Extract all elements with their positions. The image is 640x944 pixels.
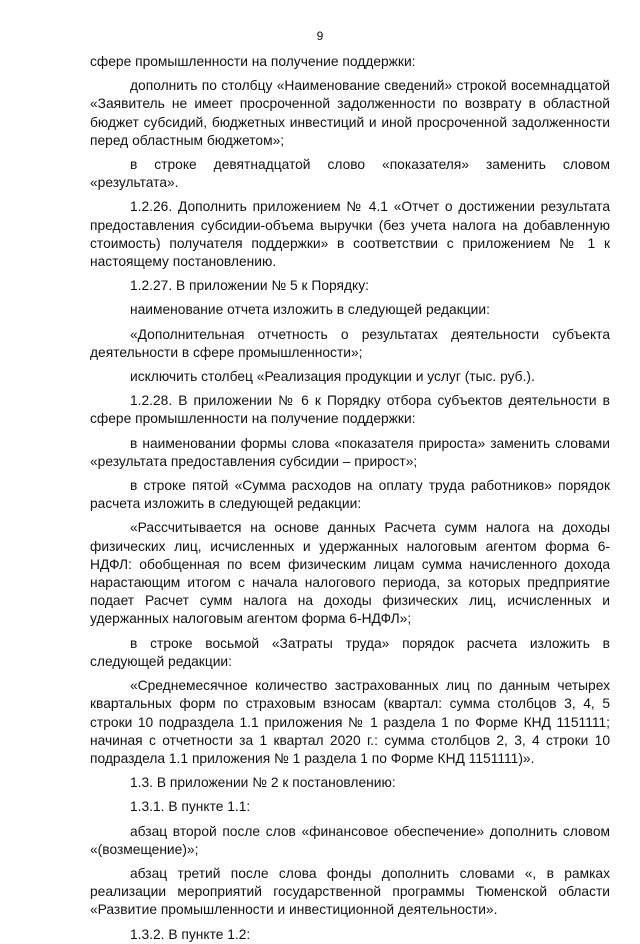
paragraph: 1.2.26. Дополнить приложением № 4.1 «Отчет о достижении результата предоставления субсидии-объема выручки (без учета налога на добавленную стоимость) получателя поддержки» в соответствии с приложением № 1 к настоящему постановлению. <box>90 199 610 270</box>
paragraph: абзац второй после слов «финансовое обеспечение» дополнить словом «(возмещение)»; <box>90 823 610 857</box>
paragraph: «Рассчитывается на основе данных Расчета сумм налога на доходы физических лиц, исчисленных и удержанных налоговым агентом форма 6-НДФЛ: обобщенная по всем физическим лицам сумма начисленного дохода нарастающим итогом с начала налогового периода, за которых предприятие подает Расчет сумм налога на доходы физических лиц, исчисленных и удержанных налоговым агентом форма 6-НДФЛ»; <box>90 520 610 627</box>
paragraph: 1.3. В приложении № 2 к постановлению: <box>130 775 396 791</box>
paragraph: исключить столбец «Реализация продукции и услуг (тыс. руб.). <box>130 369 535 385</box>
paragraph: 1.2.27. В приложении № 5 к Порядку: <box>130 278 369 294</box>
paragraph: в строке восьмой «Затраты труда» порядок расчета изложить в следующей редакции: <box>90 635 610 669</box>
paragraph: в строке пятой «Сумма расходов на оплату труда работников» порядок расчета изложить в следующей редакции: <box>90 478 610 512</box>
paragraph: наименование отчета изложить в следующей редакции: <box>130 302 490 318</box>
paragraph: в строке девятнадцатой слово «показателя» заменить словом «результата». <box>90 157 610 191</box>
page-number: 9 <box>316 29 324 43</box>
paragraph: сфере промышленности на получение поддержки: <box>90 54 416 69</box>
paragraph: 1.2.28. В приложении № 6 к Порядку отбора субъектов деятельности в сфере промышленности на получение поддержки: <box>90 393 610 427</box>
paragraph: в наименовании формы слова «показателя прироста» заменить словами «результата предоставления субсидии – прирост»; <box>90 435 610 469</box>
paragraph: дополнить по столбцу «Наименование сведений» строкой восемнадцатой «Заявитель не имеет просроченной задолженности по возврату в областной бюджет субсидий, бюджетных инвестиций и иной просроченной задолженности перед областным бюджетом»; <box>90 78 610 148</box>
paragraph: 1.3.1. В пункте 1.1: <box>130 799 251 815</box>
paragraph: «Дополнительная отчетность о результатах деятельности субъекта деятельности в сфере промышленности»; <box>90 326 610 360</box>
paragraph: абзац третий после слова фонды дополнить словами «, в рамках реализации мероприятий государственной программы Тюменской области «Развитие промышленности и инвестиционной деятельности». <box>90 865 610 918</box>
paragraph: «Среднемесячное количество застрахованных лиц по данным четырех квартальных форм по страховым взносам (квартал: сумма столбцов 3, 4, 5 строки 10 подраздела 1.1 приложения № 1 раздела 1 по Форме КНД 1151111; начиная с отчетности за 1 квартал 2020 г.: сумма столбцов 2, 3, 4 строки 10 подраздела 1.1 приложения № 1 раздела 1 по Форме КНД 1151111)». <box>90 678 610 766</box>
paragraph: 1.3.2. В пункте 1.2: <box>130 926 251 942</box>
document-body <box>90 53 610 944</box>
